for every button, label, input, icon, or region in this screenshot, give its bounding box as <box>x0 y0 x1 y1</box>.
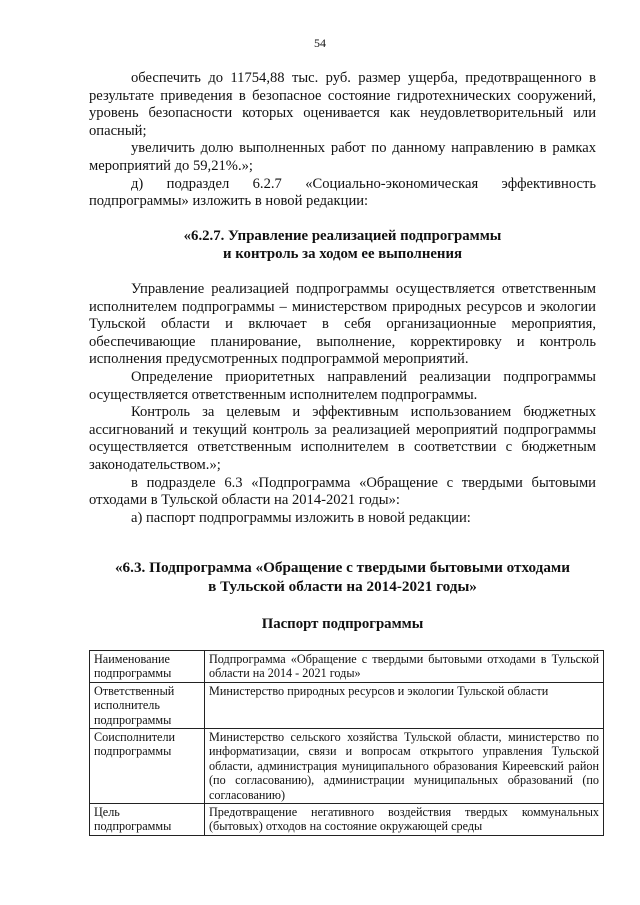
passport-label-goal: Цель подпрограммы <box>90 804 205 836</box>
passport-title-wrap <box>89 615 596 633</box>
passport-value-coexecutors: Министерство сельского хозяйства Тульской области, министерство по информатизации, связи и вопросам открытого управления Тульской области, администрация муниципального образования Киреевский район (по согласованию), администрации муниципальных образований (по согласованию) <box>205 729 604 804</box>
passport-table <box>89 650 604 836</box>
table-row <box>90 682 604 728</box>
section-627-body <box>89 281 596 527</box>
top-text-block <box>89 70 596 211</box>
passport-label-name: Наименование подпрограммы <box>90 651 205 683</box>
paragraph-work-share: увеличить долю выполненных работ по данному направлению в рамках мероприятий до 59,21%.»; <box>89 140 596 174</box>
paragraph-management: Управление реализацией подпрограммы осуществляется ответственным исполнителем подпрограммы – министерством природных ресурсов и экологии Тульской области и включает в себя организационные мероприятия, обеспечивающие планирование, выполнение, корректировку и контроль исполнения предусмотренных подпрограммой мероприятий. <box>89 281 596 368</box>
passport-value-executor: Министерство природных ресурсов и экологии Тульской области <box>205 682 604 728</box>
passport-label-coexecutors: Соисполнители подпрограммы <box>90 729 205 804</box>
paragraph-subsection-63: в подразделе 6.3 «Подпрограмма «Обращение с твердыми бытовыми отходами в Тульской области на 2014-2021 годы»: <box>89 474 596 509</box>
paragraph-passport-intro: а) паспорт подпрограммы изложить в новой редакции: <box>131 509 471 526</box>
section-63-heading <box>80 558 605 596</box>
page-number: 54 <box>314 36 326 50</box>
section-627-heading <box>89 227 596 263</box>
table-row <box>90 729 604 804</box>
passport-value-name: Подпрограмма «Обращение с твердыми бытовыми отходами в Тульской области на 2014 - 2021 годы» <box>205 651 604 683</box>
section-63-heading-line1: «6.3. Подпрограмма «Обращение с твердыми бытовыми отходами <box>114 559 571 576</box>
section-627-heading-line1: «6.2.7. Управление реализацией подпрограммы <box>183 228 502 244</box>
passport-title: Паспорт подпрограммы <box>261 616 424 632</box>
passport-label-executor: Ответственный исполнитель подпрограммы <box>90 682 205 728</box>
table-row <box>90 651 604 683</box>
paragraph-control: Контроль за целевым и эффективным использованием бюджетных ассигнований и текущий контроль за реализацией мероприятий подпрограммы осуществляется ответственным исполнителем в соответствии с бюджетным законодательством.»; <box>89 404 596 473</box>
paragraph-damage-prevention: обеспечить до 11754,88 тыс. руб. размер ущерба, предотвращенного в результате приведения в безопасное состояние гидротехнических сооружений, уровень безопасности которых оценивается как неудовлетворительный или опасный; <box>89 70 596 139</box>
paragraph-subsection-d: д) подраздел 6.2.7 «Социально-экономическая эффективность подпрограммы» изложить в новой редакции: <box>89 175 596 210</box>
section-627-heading-line2: и контроль за ходом ее выполнения <box>223 246 462 262</box>
paragraph-priorities: Определение приоритетных направлений реализации подпрограммы осуществляется ответственным исполнителем подпрограммы. <box>89 368 596 403</box>
passport-value-goal: Предотвращение негативного воздействия твердых коммунальных (бытовых) отходов на состояние окружающей среды <box>205 804 604 836</box>
section-63-heading-line2: в Тульской области на 2014-2021 годы» <box>208 578 477 595</box>
table-row <box>90 804 604 836</box>
